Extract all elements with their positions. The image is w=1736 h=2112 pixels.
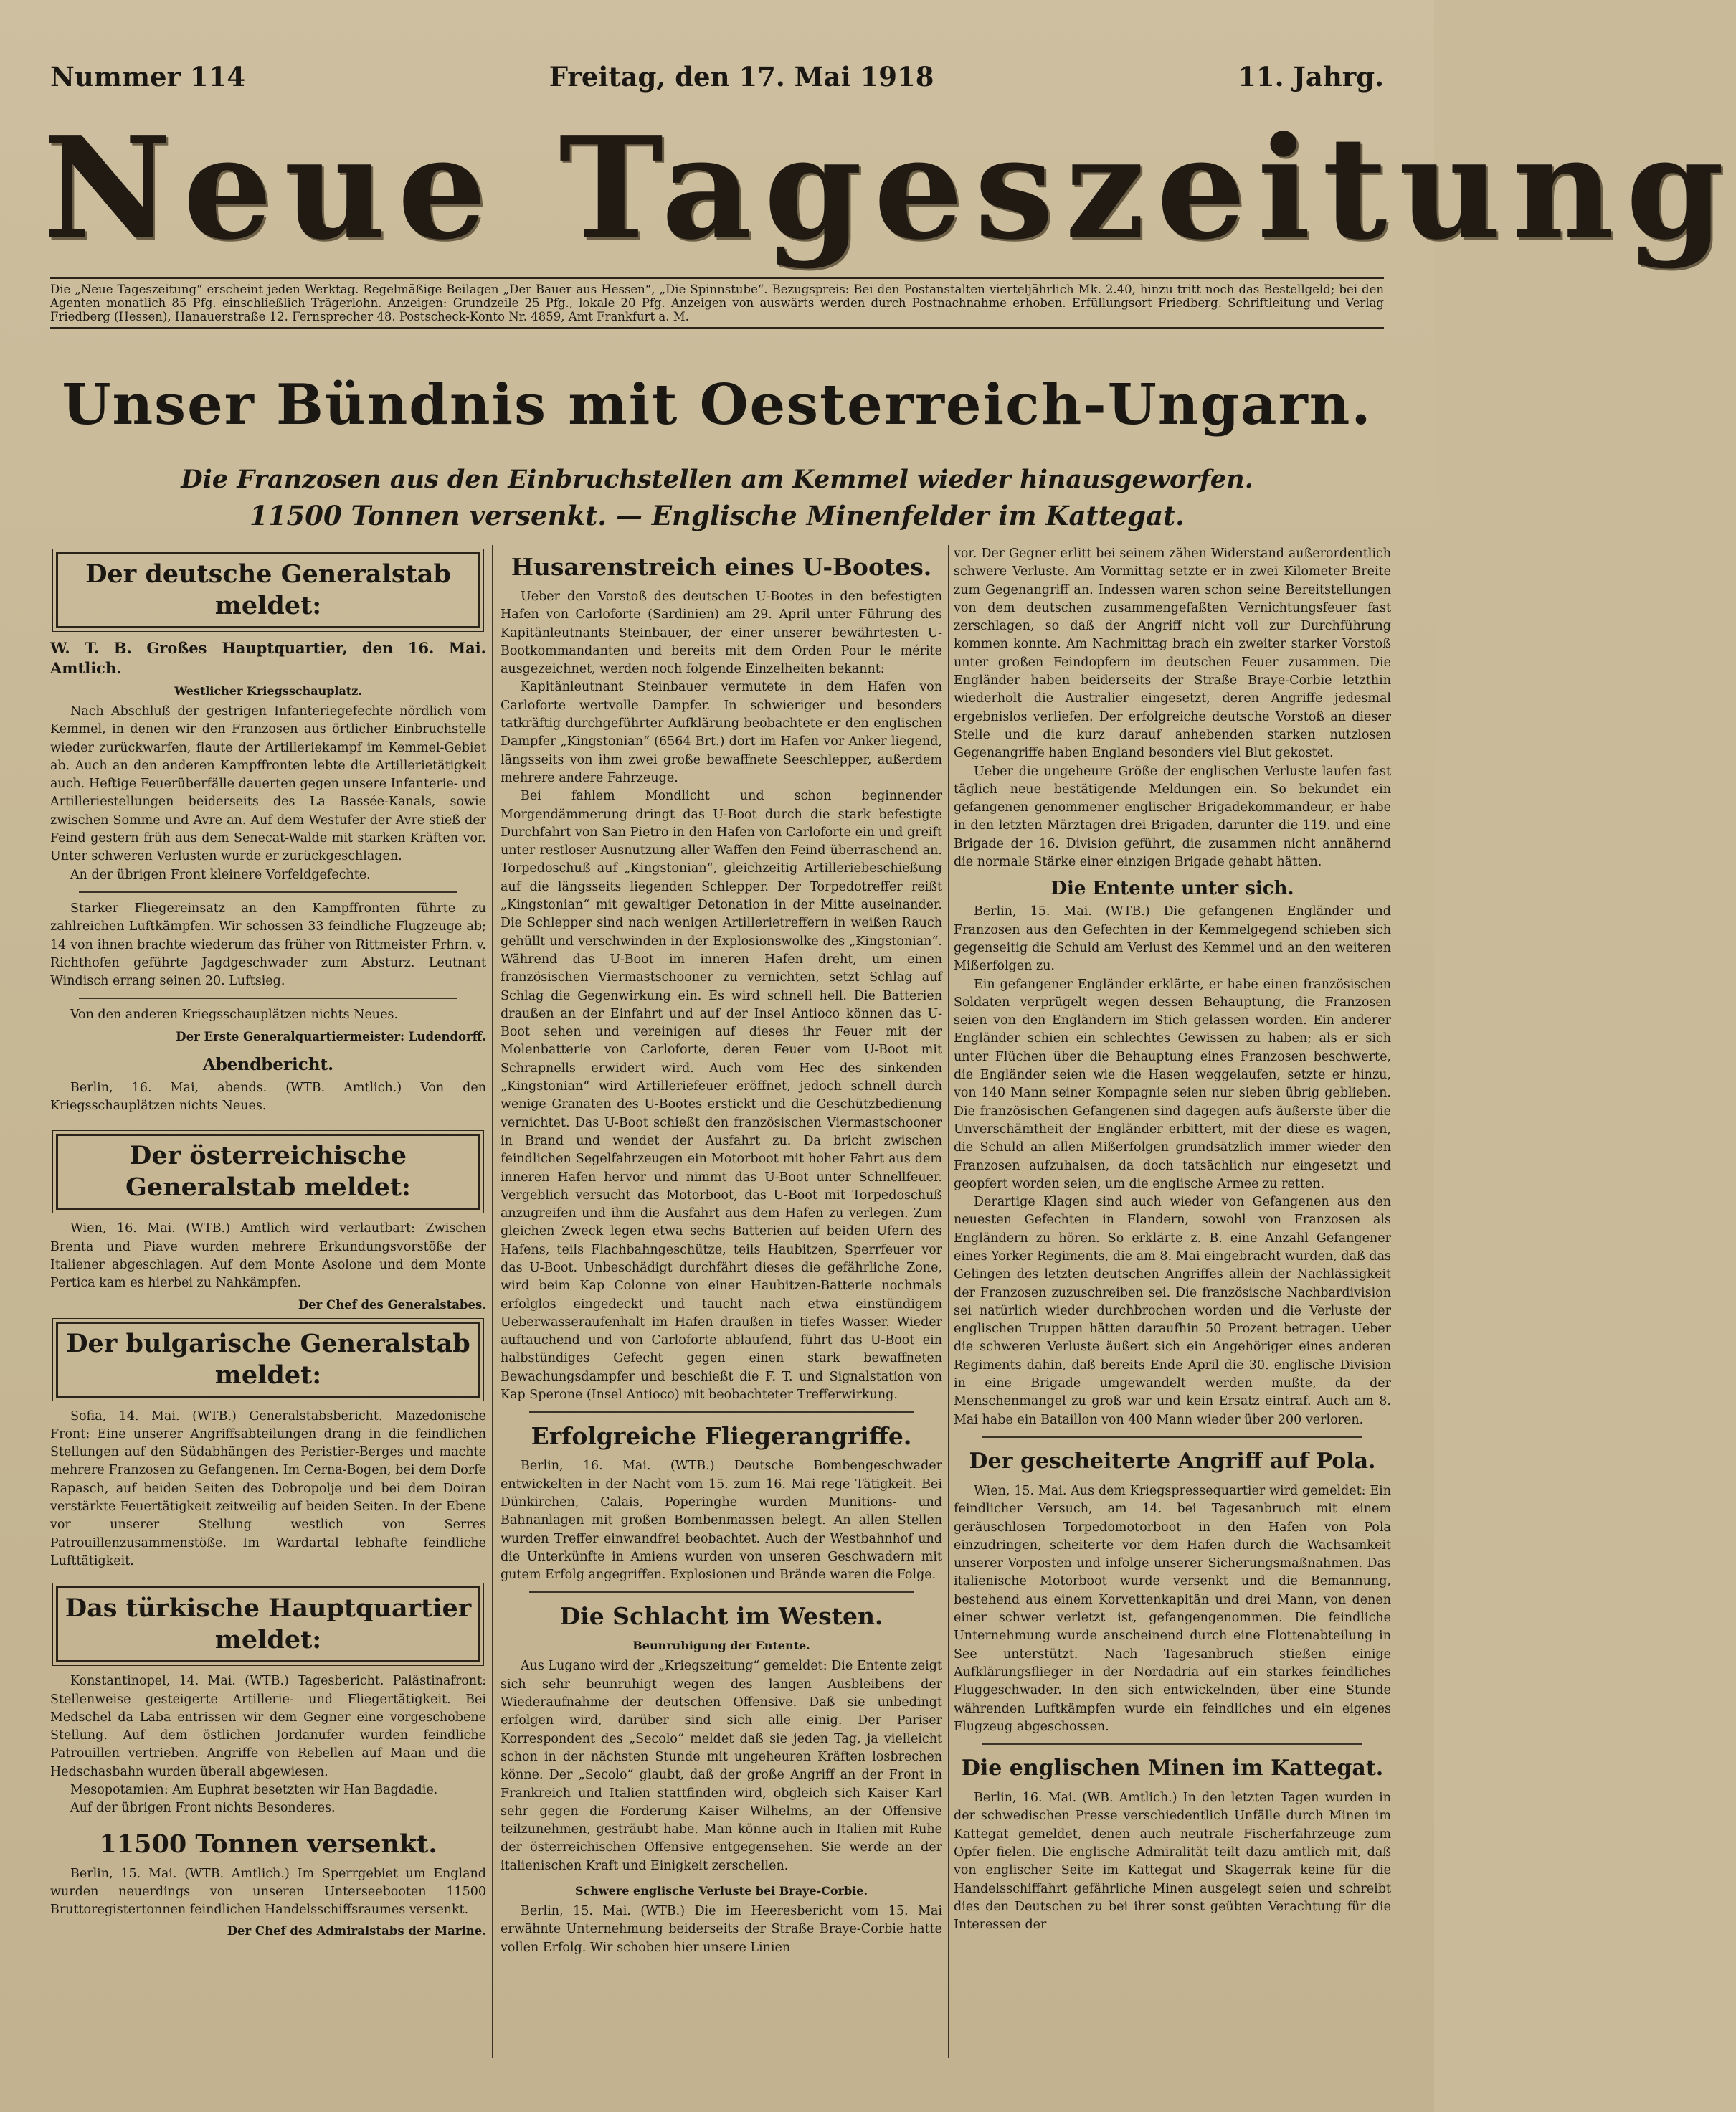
divider [982, 1743, 1362, 1745]
pola-text: Wien, 15. Mai. Aus dem Kriegspressequartier wird gemeldet: Ein feindlicher Versuch, am 14. bei Tagesanbruch mit einem geräuschlosen Torpedomotorboot in den Hafen von Pola einzudringen, scheiterte vor dem Hafen durch die Wachsamkeit unserer Vorposten und infolge unserer Sicherungsmaßnahmen. Das italienische Motorboot wurde versenkt und die Bemannung, bestehend aus einem Korvettenkapitän und drei Mann, von denen einer schwer verletzt ist, gefangengenommen. Die feindliche Unternehmung wurde anscheinend durch eine Flottenabteilung in See unterstützt. Nach Tagesanbruch stießen einige Aufklärungsflieger in der Nordadria auf ein starkes feindliches Fluggeschwader. In den sich entwickelnden, über eine Stunde währenden Luftkämpfen wurde ein feindliches und ein eigenes Flugzeug abgeschossen. [954, 1483, 1391, 1734]
turkish-hq-text: Konstantinopel, 14. Mai. (WTB.) Tagesbericht. Palästinafront: Stellenweise gesteigerte Artillerie- und Fliegertätigkeit. Bei Medschel da Laba entrissen wir dem Gegner eine vorgeschobene Stellung. Auf dem östlichen Jordanufer wurden feindliche Patrouillen vertrieben. Angriffe von Rebellen auf Maan und die Hedschasbahn wurden überall abgewiesen. [50, 1674, 486, 1779]
turkish-hq-text: Auf der übrigen Front nichts Besonderes. [70, 1801, 336, 1816]
divider [529, 1591, 914, 1593]
german-staff-text: Von den anderen Kriegsschauplätzen nichts Neues. [70, 1008, 398, 1023]
german-staff-text: Starker Fliegereinsatz an den Kampffronten führte zu zahlreichen Luftkämpfen. Wir schossen 33 feindliche Flugzeuge ab; 14 von ihnen brachte wiederum das früher von Rittmeister Frhrn. v. Richthofen geführte Jagdgeschwader zum Absturz. Leutnant Windisch errang seinen 20. Luftsieg. [50, 901, 486, 989]
air-raids-text: Berlin, 16. Mai. (WTB.) Deutsche Bombengeschwader entwickelten in der Nacht vom 15. zum 16. Mai rege Tätigkeit. Bei Dünkirchen, Calais, Poperinghe wurden Munitions- und Bahnanlagen mit großen Bombenmassen belegt. An allen Stellen wurden Treffer einwandfrei beobachtet. Auch der Westbahnhof und die Unterkünfte in Amiens wurden von unseren Geschwadern mit gutem Erfolg angegriffen. Explosionen und Brände waren die Folge. [501, 1459, 942, 1583]
air-raids-title: Erfolgreiche Fliegerangriffe. [531, 1422, 912, 1451]
main-headline: Unser Bündnis mit Oesterreich-Ungarn. [62, 372, 1372, 437]
austrian-staff-signature: Der Chef des Generalstabes. [298, 1297, 486, 1312]
german-staff-subhead: Westlicher Kriegsschauplatz. [174, 684, 362, 698]
tonnage-signature: Der Chef des Admiralstabs der Marine. [227, 1924, 486, 1938]
western-battle-title: Die Schlacht im Westen. [559, 1602, 883, 1631]
divider [79, 998, 457, 999]
losses-continuation: Ueber die ungeheure Größe der englischen Verluste laufen fast täglich neue bestätigende Meldungen ein. So bekundet ein gefangenen genommener englischer Brigadekommandeur, er habe in den letzten Märztagen drei Brigaden, darunter die 119. und eine Brigade der 16. Division geführt, die zusammen nicht annähernd die normale Stärke einer einzigen Brigade gehabt hätten. [954, 764, 1391, 870]
entente-text: Berlin, 15. Mai. (WTB.) Die gefangenen Engländer und Franzosen aus den Gefechten in der Kemmelgegend schieben sich gegenseitig die Schuld am Verlust des Kemmel und an den weiteren Mißerfolgen zu. [954, 904, 1391, 974]
tonnage-title: 11500 Tonnen versenkt. [99, 1829, 437, 1859]
uboot-title: Husarenstreich eines U-Bootes. [511, 553, 932, 581]
divider [529, 1411, 914, 1413]
mines-title: Die englischen Minen im Kattegat. [961, 1756, 1384, 1781]
column-3 [954, 545, 1391, 2065]
tonnage-text: Berlin, 15. Mai. (WTB. Amtlich.) Im Sperrgebiet um England wurden neuerdings von unseren Unterseebooten 11500 Bruttoregistertonnen feindlichen Handelsschiffsraumes versenkt. [50, 1866, 486, 1918]
top-line [50, 60, 1384, 93]
turkish-hq-title: Das türkische Hauptquartier meldet: [56, 1586, 480, 1662]
losses-subhead: Schwere englische Verluste bei Braye-Corbie. [574, 1884, 868, 1898]
entente-title: Die Entente unter sich. [1050, 878, 1294, 900]
masthead-rule [50, 277, 1384, 279]
bulgarian-staff-title: Der bulgarische Generalstab meldet: [56, 1322, 480, 1398]
uboot-text: Ueber den Vorstoß des deutschen U-Bootes in den befestigten Hafen von Carloforte (Sardinien) am 29. April unter Führung des Kapitänleutnants Steinbauer, der einer unserer bewährtesten U-Bootkommandanten und bereits mit dem Orden Pour le mérite ausgezeichnet, werden noch folgende Einzelheiten bekannt: [501, 589, 942, 677]
pola-title: Der gescheiterte Angriff auf Pola. [969, 1448, 1376, 1474]
entente-text: Ein gefangener Engländer erklärte, er habe einen französischen Soldaten verprügelt wegen dessen Behauptung, die Franzosen seien von den Engländern im Stich gelassen worden. Ein anderer Engländer schien ein schlechtes Gewissen zu haben; als er sich unter Flüchen über die Behauptung eines Franzosen beschwerte, die Engländer seien wie die Hasen weggelaufen, setzte er hinzu, von 140 Mann seiner Kompagnie seien nur sieben übrig geblieben. Die französischen Gefangenen sind dagegen aufs äußerste über die Unverschämtheit der Engländer erbittert, mit der diese es wagen, die Schuld an allen Mißerfolgen grundsätzlich immer wieder den Franzosen aufzuhalsen, da doch tatsächlich nur eingesetzt und geopfert worden seien, um die englische Armee zu retten. [954, 977, 1391, 1191]
issue-year: 11. Jahrg. [1238, 61, 1384, 93]
austrian-staff-title: Der österreichische Generalstab meldet: [56, 1134, 480, 1210]
column-rule-2 [948, 545, 949, 2058]
german-staff-title: Der deutsche Generalstab meldet: [56, 552, 480, 628]
divider [79, 891, 457, 893]
issue-number: Nummer 114 [50, 61, 246, 93]
info-rule [50, 327, 1384, 329]
uboot-text: Bei fahlem Mondlicht und schon beginnender Morgendämmerung dringt das U-Boot durch die stark befestigte Durchfahrt von San Pietro in den Hafen von Carloforte ein und greift unter restloser Ausnutzung aller Waffen den Feind überraschend an. Torpedoschuß auf „Kingstonian“, gleichzeitig Artilleriebeschießung auf die längsseits liegenden Schlepper. Der Torpedotreffer reißt „Kingstonian“ mit gewaltiger Detonation in der Mitte auseinander. Die Schlepper sind nach wenigen Artillerietreffern in weißen Rauch gehüllt und verschwinden in der Explosionswolke des „Kingstonian“. Während das U-Boot im inneren Hafen dreht, um einen französischen Viermastschooner zu vernichten, setzt Schlag auf Schlag die Gegenwirkung ein. Es wird schnell hell. Die Batterien draußen an der Einfahrt und auf der Insel Antioco können das U-Boot sehen und vereinigen auf dieses ihr Feuer mit der Molenbatterie von Carloforte, deren Feuer vom U-Boot mit Schrapnells erwidert wird. Auch vom Hec des sinkenden „Kingstonian“ wird Artilleriefeuer eröffnet, jedoch schnell durch wenige Granaten des U-Bootes erstickt und die Geschützbedienung vernichtet. Das U-Boot schießt den französischen Viermastschooner in Brand und wendet der Ausfahrt zu. Da bricht zwischen feindlichen Segelfahrzeugen ein Motorboot mit hoher Fahrt aus dem inneren Hafen hervor und nimmt das U-Boot unter Schnellfeuer. Vergeblich versucht das Motorboot, das U-Boot mit Torpedoschuß anzugreifen und ihm die Ausfahrt aus dem Hafen zu verlegen. Zum gleichen Zweck legen etwa sechs Batterien auf beiden Ufern des Hafens, teils Flachbahngeschütze, teils Haubitzen, Sperrfeuer vor das U-Boot. Unbeschädigt durchfährt dieses die gefährliche Zone, wird beim Kap Colonne von einer Haubitzen-Batterie nochmals erfolglos eingedeckt und taucht nach etwa einstündigem Ueberwasseraufenhalt im Hafen draußen in tiefes Wasser. Wieder auftauchend und von Carloforte ablaufend, führt das U-Boot ein halbstündiges Gefecht gegen einen stark bewaffneten Bewachungsdampfer und beschießt die F. T. und Signalstation von Kap Sperone (Insel Antioco) mit beobachteter Trefferwirkung. [501, 789, 942, 1403]
column-1 [50, 545, 486, 2065]
evening-report-text: Berlin, 16. Mai, abends. (WTB. Amtlich.) Von den Kriegsschauplätzen nichts Neues. [50, 1080, 486, 1114]
evening-report-title: Abendbericht. [202, 1054, 334, 1074]
masthead-title: Neue Tageszeitung [43, 106, 1736, 271]
german-staff-text: An der übrigen Front kleinere Vorfeldgefechte. [70, 867, 371, 882]
german-staff-text: Nach Abschluß der gestrigen Infanteriegefechte nördlich vom Kemmel, in denen wir den Franzosen aus örtlicher Einbruchstelle wieder zurückwarfen, flaute der Artilleriekampf im Kemmel-Gebiet ab. Auch an den anderen Kampffronten lebte die Artillerietätigkeit auch. Heftige Feuerüberfälle dauerten gegen unsere Infanterie- und Artilleriestellungen beiderseits des La Bassée-Kanals, sowie zwischen Somme und Avre an. Auf dem Westufer der Avre stieß der Feind gestern früh aus dem Senecat-Walde mit starken Kräften vor. Unter schweren Verlusten wurde er zurückgeschlagen. [50, 704, 486, 864]
losses-continuation: vor. Der Gegner erlitt bei seinem zähen Widerstand außerordentlich schwere Verluste. Am Vormittag setzte er in zwei Kilometer Breite zum Gegenangriff an. Indessen waren schon seine Bereitstellungen von dem deutschen zusammengefaßten Vernichtungsfeuer fast zerschlagen, so daß der Angriff nicht voll zur Durchführung kommen konnte. Am Nachmittag brach ein zweiter starker Vorstoß unter großen Feindopfern im deutschen Feuer zusammen. Die Engländer haben beiderseits der Straße Braye-Corbie letzthin wiederholt die Australier eingesetzt, deren Angriffe jedesmal ergebnislos verliefen. Der erfolgreiche deutsche Vorstoß an dieser Stelle und die kurz darauf anhebenden starken nutzlosen Gegenangriffe haben England besonders viel Blut gekostet. [954, 546, 1391, 761]
uboot-text: Kapitänleutnant Steinbauer vermutete in dem Hafen von Carloforte wertvolle Dampfer. In schwieriger und besonders tatkräftig durchgeführter Aufklärung beobachtete er den englischen Dampfer „Kingstonian“ (6564 Brt.) dort im Hafen vor Anker liegend, längsseits von ihm zwei große bewaffnete Seeschlepper, außerdem mehrere andere Fahrzeuge. [501, 680, 942, 785]
column-rule-1 [492, 545, 493, 2058]
western-battle-text: Aus Lugano wird der „Kriegszeitung“ gemeldet: Die Entente zeigt sich sehr beunruhigt wegen des langen Ausbleibens der Wiederaufnahme der deutschen Offensive. Daß sie unbedingt erfolgen wird, darüber sind sich alle einig. Der Pariser Korrespondent des „Secolo“ meldet daß sie jeden Tag, ja vielleicht schon in der nächsten Stunde mit ungeheuren Kräften losbrechen könne. Der „Secolo“ glaubt, daß der große Angriff an der Front in Frankreich und Italien stattfinden wird, obgleich sich Kaiser Karl sehr gegen die Forderung Kaiser Wilhelms, an der Offensive teilzunehmen, gesträubt habe. Man könne auch in Italien mit Ruhe der österreichischen Offensive entgegensehen. Sie werde an der italienischen Kraft und Einigkeit zerschellen. [501, 1659, 942, 1873]
issue-date: Freitag, den 17. Mai 1918 [549, 61, 934, 93]
austrian-staff-text: Wien, 16. Mai. (WTB.) Amtlich wird verlautbart: Zwischen Brenta und Piave wurden mehrere Erkundungsvorstöße der Italiener abgeschlagen. Auf dem Monte Asolone und dem Monte Pertica kam es hierbei zu Nahkämpfen. [50, 1221, 486, 1291]
losses-text: Berlin, 15. Mai. (WTB.) Die im Heeresbericht vom 15. Mai erwähnte Unternehmung beiderseits der Straße Braye-Corbie hatte vollen Erfolg. Wir schoben hier unsere Linien [501, 1904, 942, 1955]
turkish-hq-text: Mesopotamien: Am Euphrat besetzten wir Han Bagdadie. [70, 1782, 438, 1797]
subheadline-2: 11500 Tonnen versenkt. — Englische Minenfelder im Kattegat. [249, 500, 1185, 531]
divider [982, 1436, 1362, 1438]
western-battle-subhead: Beunruhigung der Entente. [632, 1639, 810, 1653]
entente-text: Derartige Klagen sind auch wieder von Gefangenen aus den neuesten Gefechten in Flandern, sowohl von Franzosen als Engländern zu hören. So erklärte z. B. eine Anzahl Gefangener eines Yorker Regiments, die am 8. Mai eingebracht wurden, daß das Gelingen des letzten deutschen Angriffes allein der Nachlässigkeit der Franzosen zuzuschreiben sei. Die französische Nachbardivision sei natürlich wieder durchbrochen worden und die Verluste der englischen Truppen hätten daraufhin 50 Prozent betragen. Ueber die schweren Verluste äußert sich ein Angehöriger eines anderen Regiments dahin, daß bereits Ende April die 30. englische Division in eine Brigade umgewandelt werden mußte, da der Menschenmangel zu groß war und kein Ersatz eintraf. Auch am 8. Mai habe ein Bataillon von 400 Mann wieder über 200 verloren. [954, 1195, 1391, 1427]
column-2 [501, 545, 942, 2065]
subheadline-1: Die Franzosen aus den Einbruchstellen am Kemmel wieder hinausgeworfen. [181, 465, 1253, 494]
german-staff-signature: Der Erste Generalquartiermeister: Ludendorff. [176, 1029, 486, 1043]
german-staff-dateline: W. T. B. Großes Hauptquartier, den 16. Mai. Amtlich. [50, 639, 486, 677]
bulgarian-staff-text: Sofia, 14. Mai. (WTB.) Generalstabsbericht. Mazedonische Front: Eine unserer Angriffsabteilungen drang in die feindlichen Stellungen auf den Südabhängen des Peristier-Berges und machte mehrere Franzosen zu Gefangenen. Im Cerna-Bogen, bei dem Dorfe Rapasch, auf beiden Seiten des Dobropolje und bei dem Doiran verstärkte Feuertätigkeit zeitweilig auf beiden Seiten. In der Ebene vor unserer Stellung westlich von Serres Patrouillenzusammenstöße. Im Wardartal lebhafte feindliche Lufttätigkeit. [50, 1408, 486, 1568]
publication-info: Die „Neue Tageszeitung“ erscheint jeden Werktag. Regelmäßige Beilagen „Der Bauer aus Hessen“, „Die Spinnstube“. Bezugspreis: Bei den Postanstalten vierteljährlich Mk. 2.40, hinzu tritt noch das Bestellgeld; bei den Agenten monatlich 85 Pfg. einschließlich Trägerlohn. Anzeigen: Grundzeile 25 Pfg., lokale 20 Pfg. Anzeigen von auswärts werden durch Postnachnahme erhoben. Erfüllungsort Friedberg. Schriftleitung und Verlag Friedberg (Hessen), Hanauerstraße 12. Fernsprecher 48. Postscheck-Konto Nr. 4859, Amt Frankfurt a. M. [50, 283, 1384, 323]
mines-text: Berlin, 16. Mai. (WB. Amtlich.) In den letzten Tagen wurden in der schwedischen Presse verschiedentlich Unfälle durch Minen im Kattegat gemeldet, denen auch neutrale Fischerfahrzeuge zum Opfer fielen. Die englische Admiralität teilt dazu amtlich mit, daß von englischer Seite im Kattegat und Skagerrak keine für die Handelsschiffahrt gefährliche Minen ausgelegt seien und schreibt dies den Deutschen zu bei ihrer sonst geübten Verachtung für die Interessen der [954, 1791, 1391, 1933]
